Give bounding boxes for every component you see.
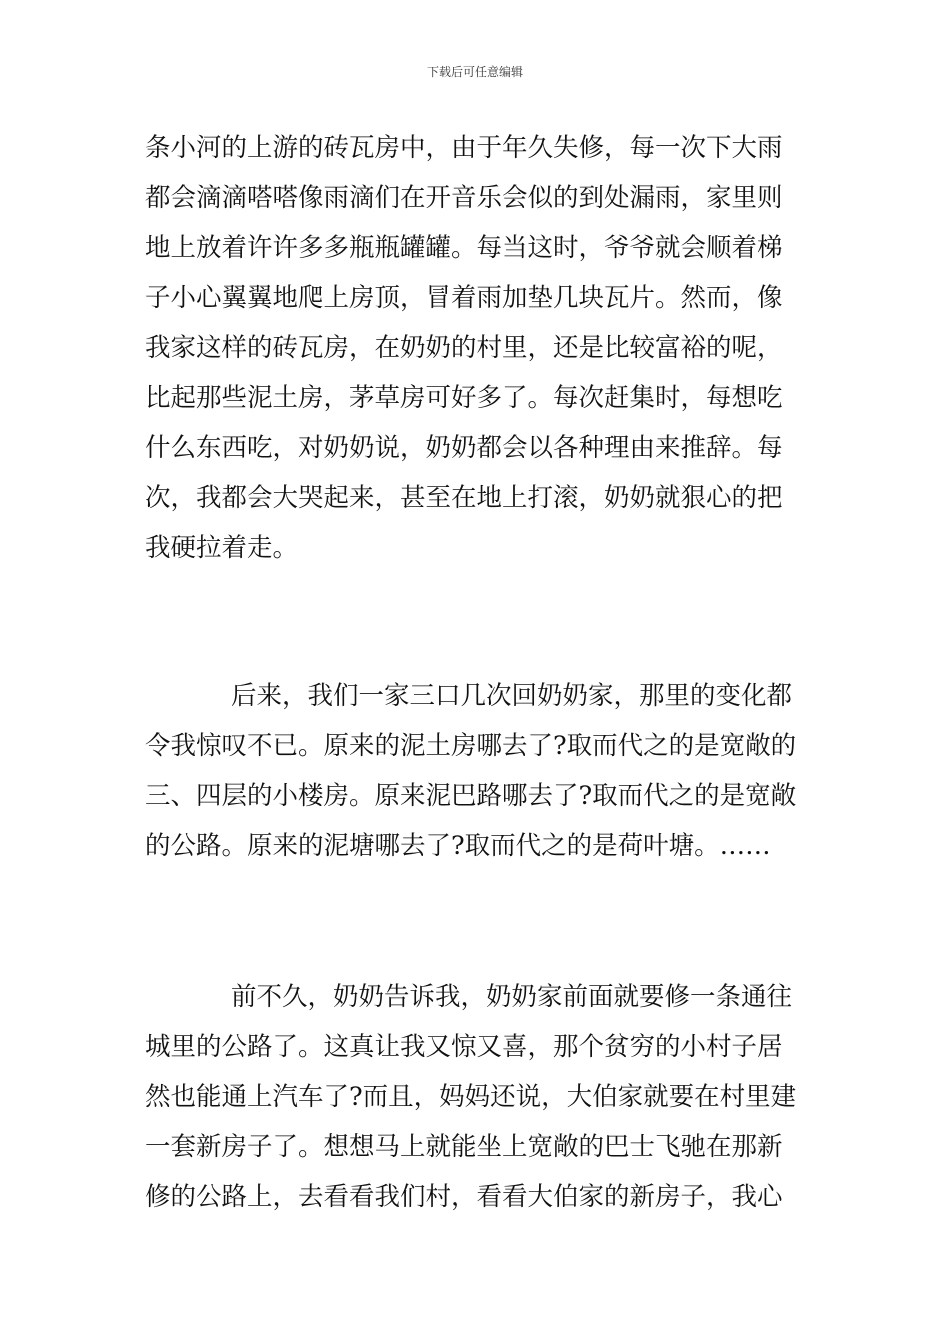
text-line: 令我惊叹不已。原来的泥土房哪去了?取而代之的是宽敞的 (145, 731, 797, 761)
text-line: 都会滴滴嗒嗒像雨滴们在开音乐会似的到处漏雨，家里则 (145, 183, 783, 213)
text-line: 比起那些泥土房，茅草房可好多了。每次赶集时，每想吃 (145, 383, 783, 413)
text-line: 次，我都会大哭起来，甚至在地上打滚，奶奶就狠心的把 (145, 483, 783, 513)
text-line: 然也能通上汽车了?而且，妈妈还说，大伯家就要在村里建 (145, 1082, 797, 1112)
text-line: 修的公路上，去看看我们村，看看大伯家的新房子，我心 (145, 1182, 783, 1212)
text-line: 的公路。原来的泥塘哪去了?取而代之的是荷叶塘。…… (145, 831, 771, 861)
text-line: 条小河的上游的砖瓦房中，由于年久失修，每一次下大雨 (145, 133, 783, 163)
page-header: 下载后可任意编辑 (426, 65, 523, 79)
text-line: 后来，我们一家三口几次回奶奶家，那里的变化都 (231, 681, 793, 711)
text-line: 子小心翼翼地爬上房顶，冒着雨加垫几块瓦片。然而，像 (145, 283, 783, 313)
text-line: 我家这样的砖瓦房，在奶奶的村里，还是比较富裕的呢， (145, 333, 783, 363)
text-line: 地上放着许许多多瓶瓶罐罐。每当这时，爷爷就会顺着梯 (145, 233, 783, 263)
text-line: 什么东西吃，对奶奶说，奶奶都会以各种理由来推辞。每 (145, 433, 783, 463)
text-line: 前不久，奶奶告诉我，奶奶家前面就要修一条通往 (231, 982, 793, 1012)
text-line: 城里的公路了。这真让我又惊又喜，那个贫穷的小村子居 (145, 1032, 783, 1062)
text-line: 一套新房子了。想想马上就能坐上宽敞的巴士飞驰在那新 (145, 1132, 783, 1162)
text-line: 我硬拉着走。 (145, 533, 299, 563)
text-line: 三、四层的小楼房。原来泥巴路哪去了?取而代之的是宽敞 (145, 781, 797, 811)
